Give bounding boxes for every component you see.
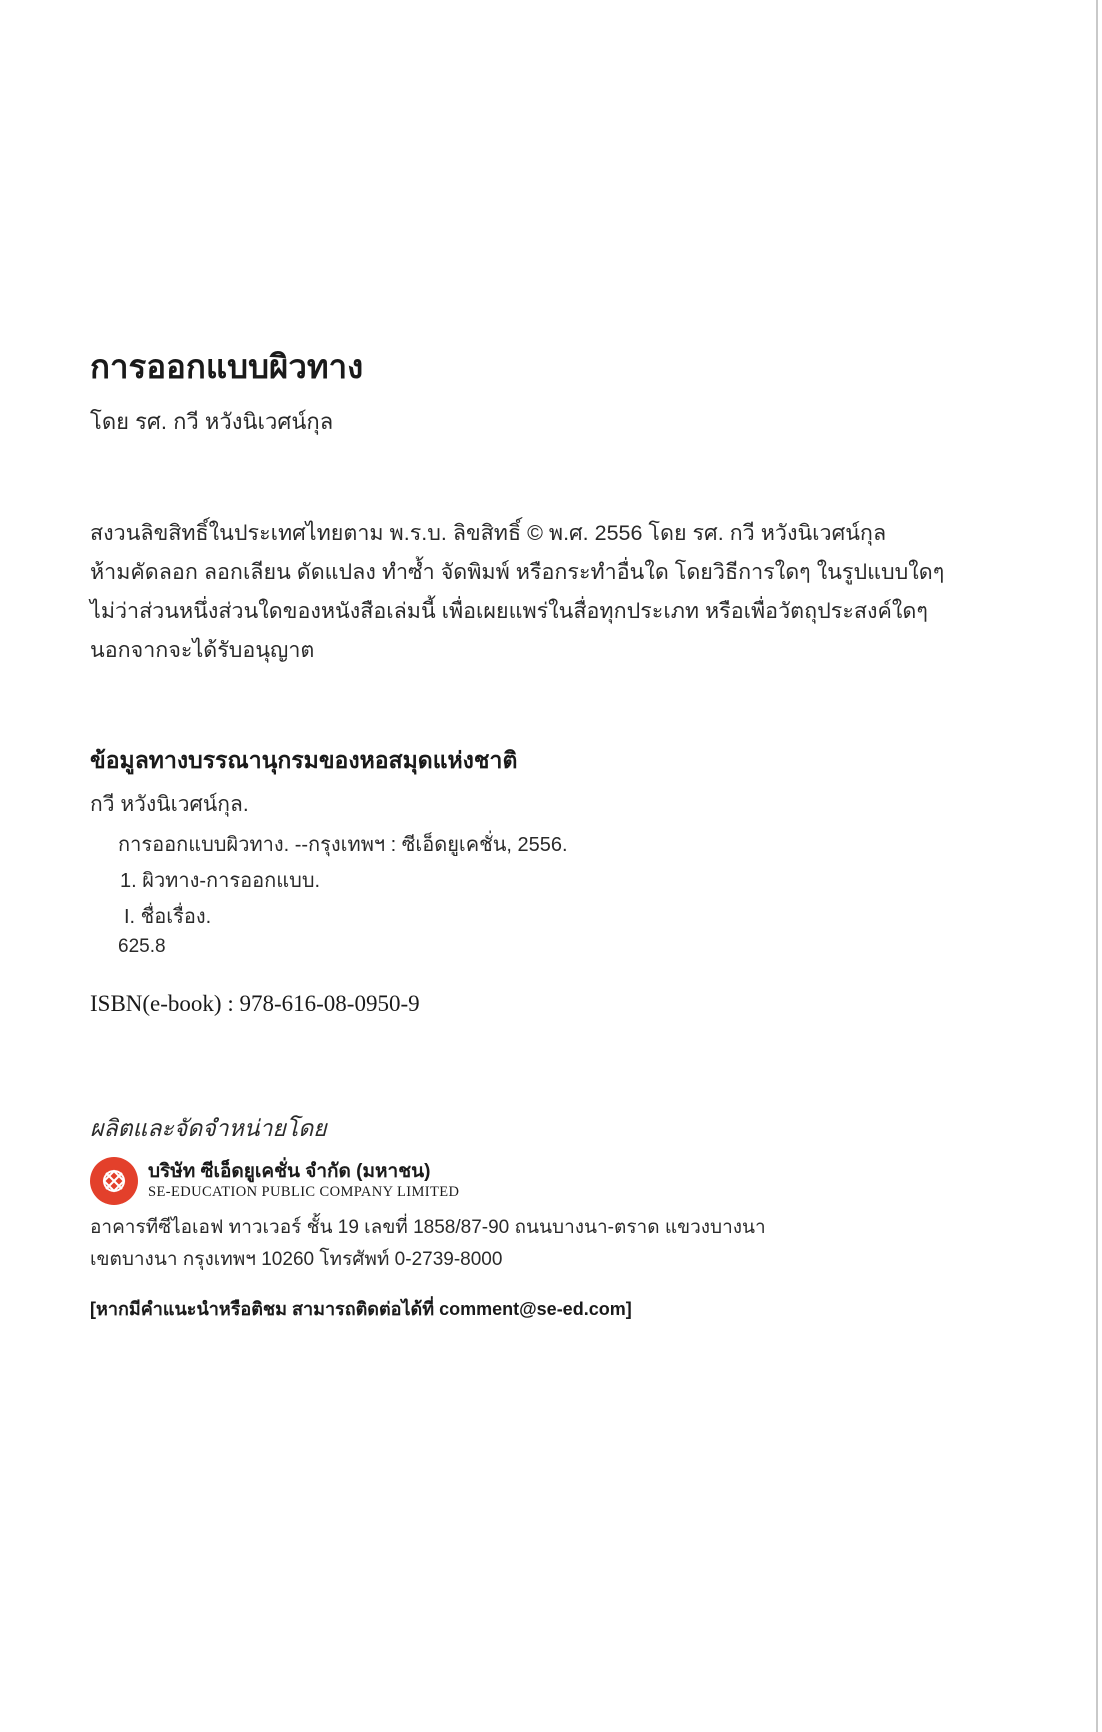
cip-title-entry: I. ชื่อเรื่อง. [124,906,212,928]
book-title: การออกแบบผิวทาง [90,347,364,386]
copyright-line: นอกจากจะได้รับอนุญาต [90,638,315,662]
publisher-logo [90,1157,459,1205]
publisher-address [90,1212,766,1276]
publisher-name [148,1162,459,1200]
author-byline: โดย รศ. กวี หวังนิเวศน์กุล [90,409,334,434]
cip-publication: การออกแบบผิวทาง. --กรุงเทพฯ : ซีเอ็ดยูเคชั่น, 2556. [118,834,568,856]
copyright-line: ไม่ว่าส่วนหนึ่งส่วนใดของหนังสือเล่มนี้ เพื่อเผยแพร่ในสื่อทุกประเภท หรือเพื่อวัตถุประสงค์ใดๆ [90,599,928,623]
contact-note: [หากมีคำแนะนำหรือติชม สามารถติดต่อได้ที่ comment@se-ed.com] [90,1299,632,1319]
address-line: อาคารทีซีไอเอฟ ทาวเวอร์ ชั้น 19 เลขที่ 1858/87-90 ถนนบางนา-ตราด แขวงบางนา [90,1217,766,1238]
publisher-name-thai: บริษัท ซีเอ็ดยูเคชั่น จำกัด (มหาชน) [148,1161,431,1183]
cip-subject: 1. ผิวทาง-การออกแบบ. [120,870,321,892]
isbn: ISBN(e-book) : 978-616-08-0950-9 [90,991,420,1016]
publisher-label: ผลิตและจัดจำหน่ายโดย [90,1115,327,1141]
se-ed-logo-icon [90,1157,138,1205]
page-edge-line [1096,0,1098,1732]
copyright-notice [90,514,1030,670]
publisher-name-english: SE-EDUCATION PUBLIC COMPANY LIMITED [148,1184,460,1201]
cip-heading: ข้อมูลทางบรรณานุกรมของหอสมุดแห่งชาติ [90,747,518,774]
cip-classification: 625.8 [118,936,166,957]
copyright-line: สงวนลิขสิทธิ์ในประเทศไทยตาม พ.ร.บ. ลิขสิทธิ์ © พ.ศ. 2556 โดย รศ. กวี หวังนิเวศน์กุล [90,521,887,545]
copyright-line: ห้ามคัดลอก ลอกเลียน ดัดแปลง ทำซ้ำ จัดพิมพ์ หรือกระทำอื่นใด โดยวิธีการใดๆ ในรูปแบบใดๆ [90,560,945,584]
address-line: เขตบางนา กรุงเทพฯ 10260 โทรศัพท์ 0-2739-8000 [90,1249,503,1270]
cip-author: กวี หวังนิเวศน์กุล. [90,793,249,816]
